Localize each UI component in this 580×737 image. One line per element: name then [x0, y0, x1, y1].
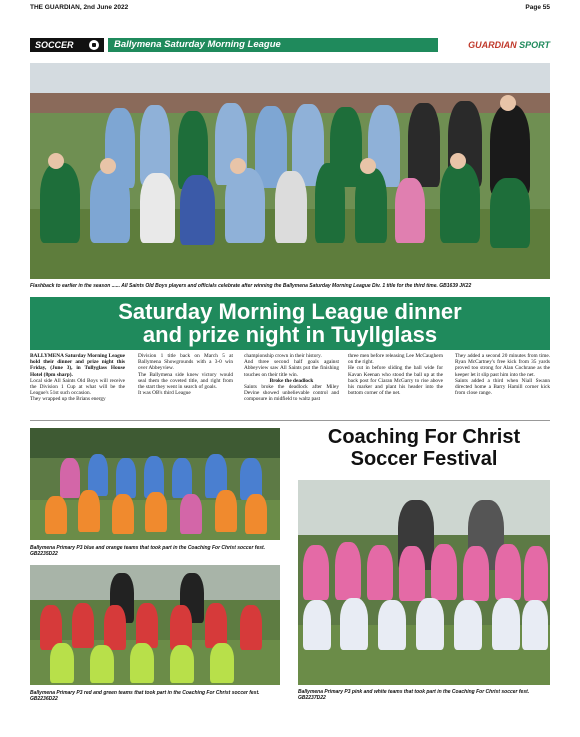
photo-background [30, 565, 280, 600]
headline-line-1: Saturday Morning League dinner [118, 299, 462, 324]
player-head [230, 158, 246, 174]
article-paragraph: They wrapped up the Brians energy [30, 396, 106, 403]
soccer-tag [30, 38, 104, 52]
child-figure [90, 645, 114, 683]
child-figure [72, 603, 94, 648]
child-figure [205, 603, 227, 648]
article-paragraph: And three second half goals against Abbeyview saw All Saints put the finishing touches on their title win. [244, 359, 339, 378]
article-paragraph: championship crown in their history. [244, 353, 322, 359]
child-figure [116, 458, 136, 498]
child-figure [145, 492, 167, 532]
brand-part-sport: SPORT [519, 40, 550, 50]
article-column-5 [455, 353, 550, 416]
child-figure [522, 600, 548, 650]
player-figure [225, 168, 265, 243]
coaching-headline [298, 426, 550, 470]
article-paragraph: Division 1 title back on March 5 at Ballymena Showgrounds with a 3-0 win over Abbeyview. [138, 353, 233, 372]
child-figure [431, 544, 457, 600]
player-figure [140, 173, 175, 243]
child-figure [136, 603, 158, 648]
player-figure [90, 168, 130, 243]
section-title: Ballymena Saturday Morning League [108, 38, 438, 52]
child-figure [495, 544, 521, 600]
child-figure [170, 645, 194, 683]
article-paragraph: Local side All Saints Old Boys will receive the Division 1 Cup at what will be the League's 51st such occasion. [30, 377, 125, 397]
player-figure [315, 163, 345, 243]
player-figure [408, 103, 440, 187]
player-figure [395, 178, 425, 243]
child-figure [172, 458, 192, 498]
child-figure [180, 494, 202, 534]
player-head [500, 95, 516, 111]
section-header [30, 38, 550, 52]
child-figure [303, 600, 331, 650]
article-paragraph: Saints broke the deadlock after Miley Devine showed unbelievable control and composure in midfield to waltz past [244, 384, 339, 403]
folio-date: THE GUARDIAN, 2nd June 2022 [30, 4, 129, 11]
child-figure [240, 605, 262, 650]
page-folio [30, 4, 550, 14]
player-figure [180, 175, 215, 245]
red-green-photo-caption: Ballymena Primary P3 red and green teams that took part in the Coaching For Christ soccer fest. GB2236D22 [30, 690, 260, 702]
article-paragraph: He cut in before sliding the ball wide for Kavan Keenan who stood the ball up at the back post for Ciaran McGarry to rise above his marker and plant his header into the bottom corner of the net. [348, 365, 443, 397]
child-figure [130, 643, 154, 683]
player-head [450, 153, 466, 169]
article-subheading: Broke the deadlock [269, 377, 314, 384]
child-figure [303, 545, 329, 600]
child-figure [78, 490, 100, 532]
soccer-tag-label: SOCCER [35, 40, 74, 50]
article-paragraph: They added a second 20 minutes from time. Ryan McCartney's free kick from 35 yards proved too strong for Alan Cochrane as the keeper let it slip past him into the net. [455, 353, 550, 378]
child-figure [367, 545, 393, 600]
article-paragraph: It was OB's third League [138, 390, 191, 397]
player-head [360, 158, 376, 174]
child-figure [112, 494, 134, 534]
article-column-2 [138, 353, 233, 416]
coaching-title-line-2: Soccer Festival [350, 448, 498, 470]
red-green-team-photo [30, 565, 280, 685]
child-figure [416, 598, 444, 650]
child-figure [378, 600, 406, 650]
pink-white-team-photo [298, 480, 550, 685]
child-figure [60, 458, 80, 498]
player-head [48, 153, 64, 169]
player-figure [355, 168, 387, 243]
article-lead: BALLYMENA Saturday Morning League hold their dinner and prize night this Friday, (June 3), in Tullyglass House Hotel (8pm sharp). [30, 353, 125, 378]
article-paragraph: The Ballymena side knew victory would seal them the coveted title, and right from the start they went in search of goals. [138, 371, 233, 391]
child-figure [170, 605, 192, 650]
brand-logo [468, 38, 550, 52]
player-figure [275, 171, 307, 243]
child-figure [45, 496, 67, 534]
child-figure [245, 494, 267, 534]
football-icon [89, 40, 99, 50]
blue-orange-team-photo [30, 428, 280, 540]
child-figure [215, 490, 237, 532]
child-figure [492, 598, 520, 650]
article-column-1 [30, 353, 125, 416]
child-figure [399, 546, 425, 601]
child-figure [524, 546, 548, 601]
article-paragraph: three men before releasing Lee McCaughern on the right. [348, 353, 443, 366]
child-figure [454, 600, 482, 650]
folio-page-number: Page 55 [525, 4, 550, 11]
child-figure [335, 542, 361, 600]
article-body [30, 353, 550, 416]
child-figure [50, 643, 74, 683]
child-figure [463, 546, 489, 601]
headline-line-2: and prize night in Tuyllglass [142, 322, 438, 347]
main-team-photo [30, 63, 550, 279]
player-head [100, 158, 116, 174]
pink-white-photo-caption: Ballymena Primary P3 pink and white teams that took part in the Coaching For Christ soccer fest. GB2237D22 [298, 689, 530, 701]
player-figure [490, 178, 530, 248]
article-column-4 [348, 353, 443, 416]
article-column-3 [244, 353, 339, 416]
brand-part-guardian: GUARDIAN [468, 40, 517, 50]
article-paragraph: Saints added a third when Niall Swann directed home a Barry Hamill corner kick from close range. [455, 377, 550, 397]
article-headline [30, 297, 550, 350]
player-figure [440, 163, 480, 243]
child-figure [340, 598, 368, 650]
blue-orange-photo-caption: Ballymena Primary P3 blue and orange teams that took part in the Coaching For Christ soccer fest. GB2235D22 [30, 545, 266, 557]
coaching-title-line-1: Coaching For Christ [327, 426, 521, 448]
section-divider [30, 420, 550, 421]
child-figure [104, 605, 126, 650]
main-photo-caption: Flashback to earlier in the season ...... All Saints Old Boys players and officials celebrate after winning the Ballymena Saturday Morning League Div. 1 title for the third time. GB1639 JK22 [30, 283, 472, 289]
player-figure [40, 163, 80, 243]
child-figure [210, 643, 234, 683]
photo-background [30, 428, 280, 458]
